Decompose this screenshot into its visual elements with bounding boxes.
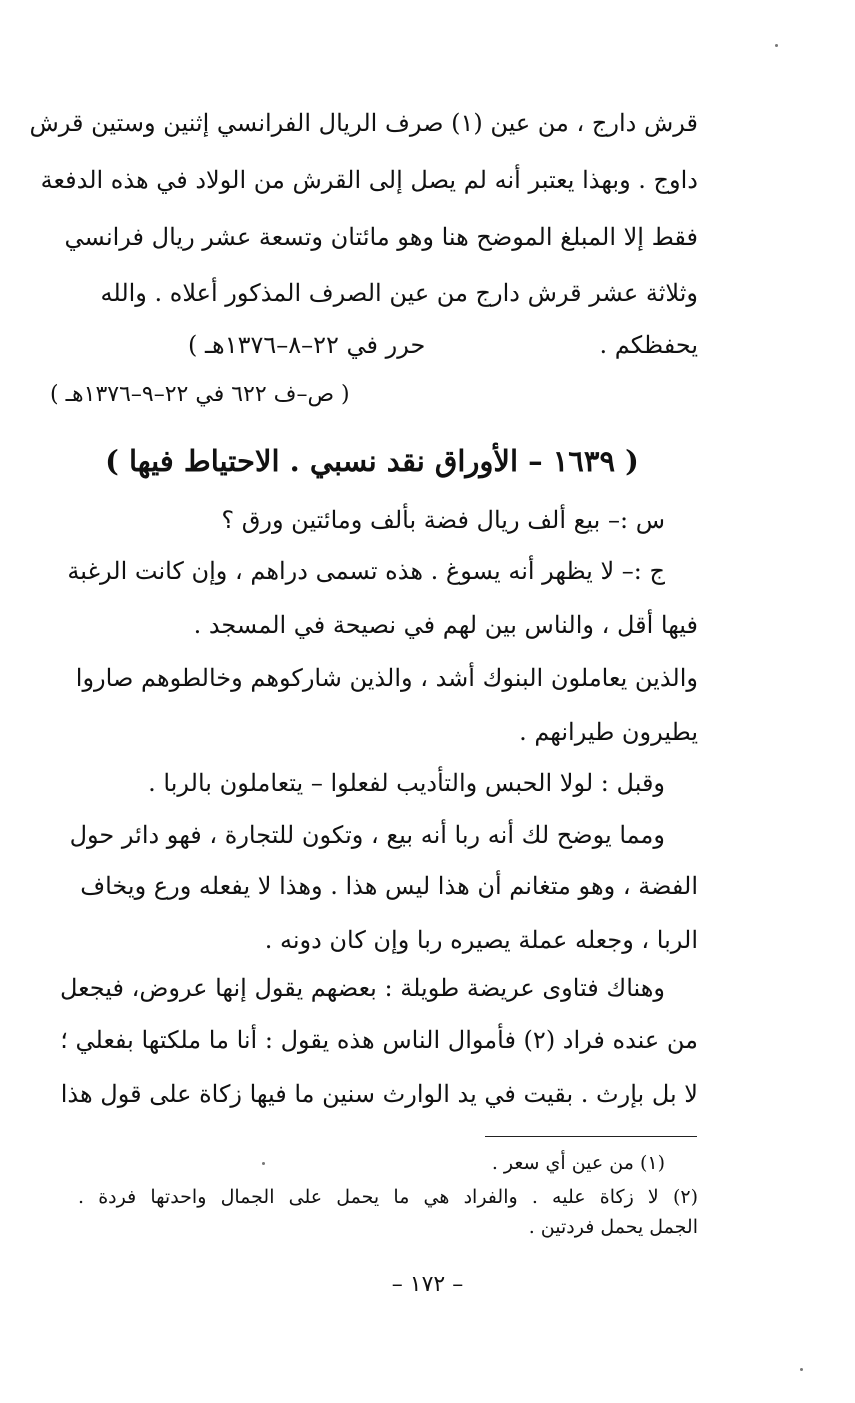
footnote-2: (٢) لا زكاة عليه . والفراد هي ما يحمل على الجمال واحدتها فردة . [78, 1186, 698, 1208]
answer-line-1: ج :– لا يظهر أنه يسوغ . هذه تسمى دراهم ، وإن كانت الرغبة [67, 557, 665, 585]
scan-speck [262, 1162, 265, 1165]
answer-line-6: ومما يوضح لك أنه ربا أنه بيع ، وتكون للتجارة ، فهو دائر حول [69, 821, 665, 849]
answer-line-3: والذين يعاملون البنوك أشد ، والذين شاركوهم وخالطوهم صاروا [75, 664, 698, 692]
page-number: – ١٧٢ – [391, 1272, 464, 1297]
body-line-3: فقط إلا المبلغ الموضح هنا وهو مائتان وتسعة عشر ريال فرانسي [64, 223, 698, 251]
answer-line-4: يطيرون طيرانهم . [519, 718, 698, 746]
footnote-1: (١) من عين أي سعر . [491, 1152, 665, 1174]
dated-note: حرر في ٢٢–٨–١٣٧٦هـ ) [188, 331, 426, 359]
scan-speck [800, 1368, 803, 1371]
answer-line-7: الفضة ، وهو متغانم أن هذا ليس هذا . وهذا لا يفعله ورع ويخاف [80, 872, 698, 900]
body-line-1: قرش دارج ، من عين (١) صرف الريال الفرانسي إثنين وستين قرش [29, 109, 698, 137]
answer-line-11: لا بل بإرث . بقيت في يد الوارث سنين ما فيها زكاة على قول هذا [60, 1080, 698, 1108]
reference-note: ( ص–ف ٦٢٢ في ٢٢–٩–١٣٧٦هـ ) [50, 382, 350, 407]
answer-line-5: وقبل : لولا الحبس والتأديب لفعلوا – يتعاملون بالربا . [148, 769, 665, 797]
signoff-text: يحفظكم . [599, 331, 698, 359]
body-line-4: وثلاثة عشر قرش دارج من عين الصرف المذكور أعلاه . والله [100, 279, 698, 307]
question-line: س :– بيع ألف ريال فضة بألف ومائتين ورق ؟ [221, 506, 665, 534]
answer-line-10: من عنده فراد (٢) فأموال الناس هذه يقول : أنا ما ملكتها بفعلي ؛ [60, 1026, 698, 1054]
answer-line-2: فيها أقل ، والناس بين لهم في نصيحة في المسجد . [193, 611, 698, 639]
section-heading: ( ١٦٣٩ – الأوراق نقد نسبي . الاحتياط فيها ) [105, 444, 639, 478]
answer-line-8: الربا ، وجعله عملة يصيره ربا وإن كان دونه . [264, 926, 698, 954]
answer-line-9: وهناك فتاوى عريضة طويلة : بعضهم يقول إنها عروض، فيجعل [59, 974, 665, 1002]
footnote-separator [485, 1136, 697, 1137]
footnote-2-continuation: الجمل يحمل فردتين . [528, 1216, 698, 1238]
body-line-2: داوج . وبهذا يعتبر أنه لم يصل إلى القرش من الولاد في هذه الدفعة [40, 166, 698, 194]
signoff-line [158, 325, 698, 365]
scan-speck [775, 44, 778, 47]
